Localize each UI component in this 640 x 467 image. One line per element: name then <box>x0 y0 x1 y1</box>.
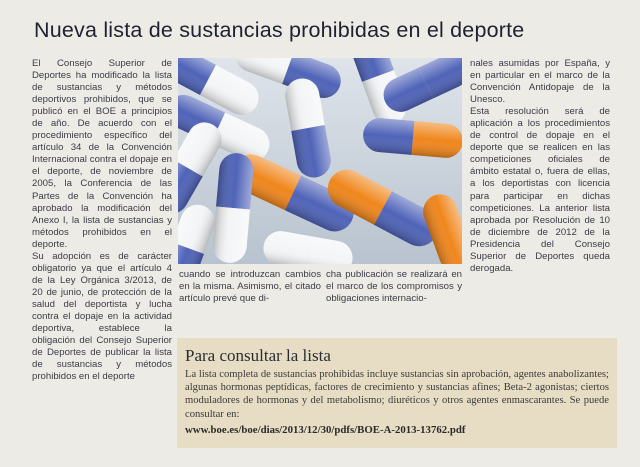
paragraph: El Consejo Superior de Deportes ha modificado la lista de sustancias y métodos deportivos prohibidos, que se publicó en el BOE a principios de año. De acuerdo con el procedimiento específico del artículo 34 de la Convención Internacional contra el dopaje en el deporte, de noviembre de 2005, la Conferencia de las Partes de la Convención ha aprobado la modificación del Anexo I, la lista de sustancias y métodos prohibidos en el deporte. <box>32 58 172 250</box>
article-title: Nueva lista de sustancias prohibidas en el deporte <box>34 18 525 42</box>
info-box-title: Para consultar la lista <box>185 346 331 365</box>
article-column-4 <box>470 58 610 275</box>
paragraph: nales asumidas por España, y en particular en el marco de la Convención Antidopaje de la Unesco. <box>470 58 610 106</box>
info-box-text: La lista completa de sustancias prohibidas incluye sustancias sin aprobación, agentes anabolizantes; algunas hormonas peptídicas, factores de crecimiento y sustancias afines; Beta-2 agonistas; ciertos moduladores de hormonas y del metabolismo; diuréticos y otros agentes enmascarantes. Se puede consultar en: <box>185 369 609 420</box>
paragraph: Esta resolución será de aplicación a los procedimientos de control de dopaje en el deporte que se realicen en las competiciones oficiales de ámbito estatal o, fuera de ellas, a los deportistas con licencia para participar en dichas competiciones. La anterior lista aprobada por Resolución de 10 de diciembre de 2012 de la Presidencia del Consejo Superior de Deportes queda derogada. <box>470 106 610 274</box>
article-column-3 <box>326 269 462 305</box>
paragraph: cuando se introduzcan cambios en la misma. Asimismo, el citado artículo prevé que di- <box>179 269 321 305</box>
capsules-photo <box>178 58 462 264</box>
article-column-1 <box>32 58 172 383</box>
article-column-2 <box>179 269 321 305</box>
info-box <box>177 338 617 448</box>
capsules-image <box>178 58 462 264</box>
paragraph: cha publicación se realizará en el marco de los compromisos y obligaciones internacio- <box>326 269 462 305</box>
boe-link[interactable]: www.boe.es/boe/dias/2013/12/30/pdfs/BOE-A-2013-13762.pdf <box>185 424 466 436</box>
paragraph: Su adopción es de carácter obligatorio ya que el artículo 4 de la Ley Orgánica 3/2013, de 20 de junio, de protección de la salud del deportista y lucha contra el dopaje en la actividad deportiva, establece la obligación del Consejo Superior de Deportes de publicar la lista de sustancias y métodos prohibidos en el deporte <box>32 250 172 383</box>
